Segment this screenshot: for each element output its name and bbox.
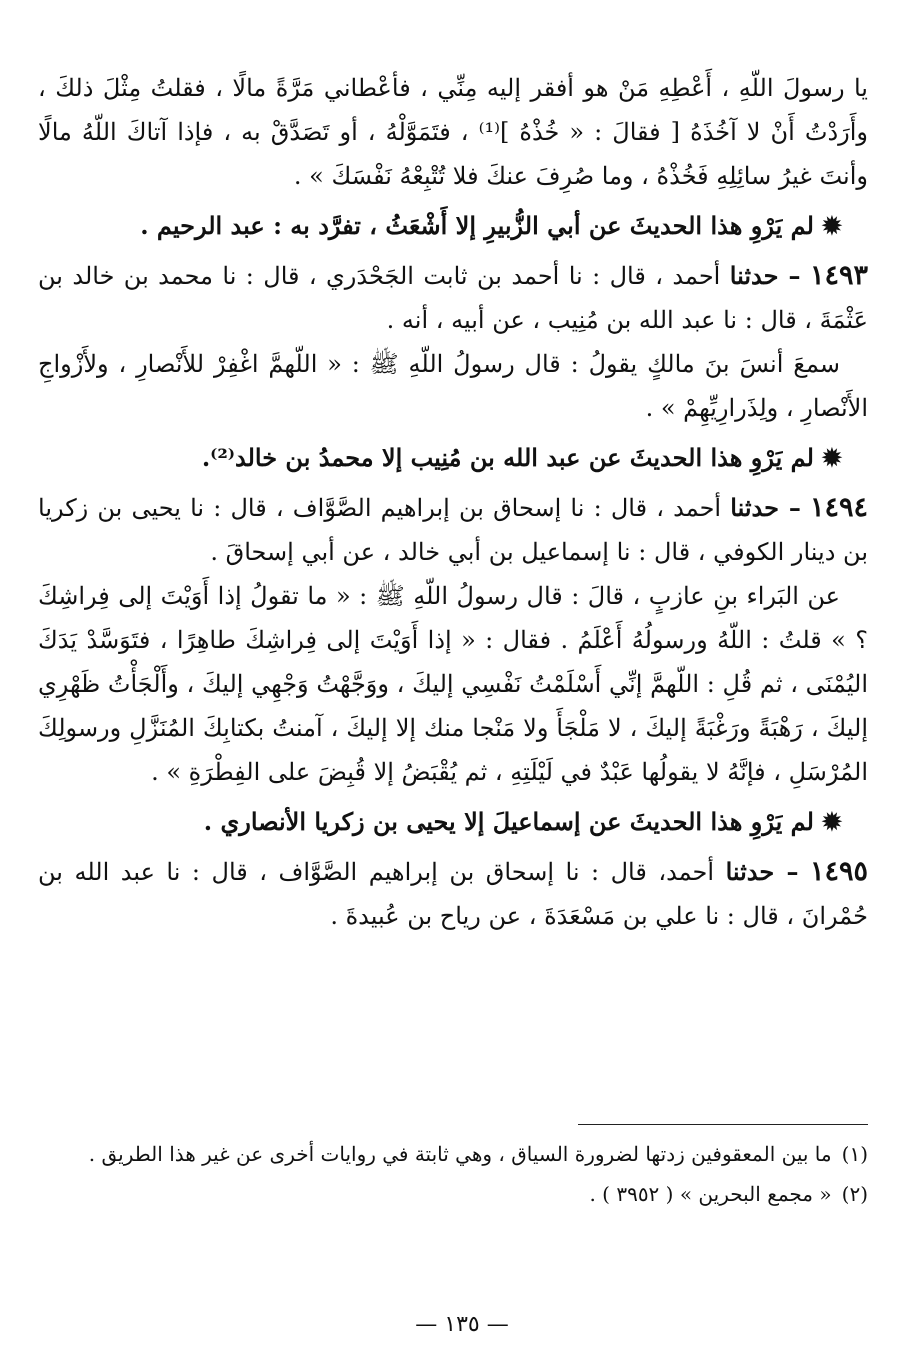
footnote-text: « مجمع البحرين » ( ٣٩٥٢ ) . <box>589 1182 832 1206</box>
narrator-note-2 <box>38 436 842 480</box>
footnote-marker: (١) <box>841 1142 868 1166</box>
hadith-1493-isnad <box>38 254 868 342</box>
hadith-1494-isnad <box>38 486 868 574</box>
isnad-text: أحمد ، قال : نا أحمد بن ثابت الجَحْدَري ، قال : نا محمد بن خالد بن عَثْمَةَ ، قال : نا عبد الله بن مُنِيب ، عن أبيه ، أنه . <box>38 262 868 334</box>
footnote-2 <box>38 1174 868 1214</box>
note-text: لم يَرْوِ هذا الحديثَ عن أبي الزُّبيرِ إلا أَشْعَثُ ، تفرَّد به : عبد الرحيم . <box>140 211 814 240</box>
hadith-1494-matn: عن البَراء بنِ عازبٍ ، قالَ : قال رسولُ اللّهِ ﷺ : « ما تقولُ إذا أَوَيْتَ إلى فِراشِكَ ؟ » قلتُ : اللّهُ ورسولُهُ أَعْلَمُ . فقال : « إذا أَوَيْتَ إلى فِراشِكَ طاهِرًا ، فتَوَسَّدْ يَدَكَ اليُمْنَى ، ثم قُلِ : اللّهمَّ إنِّي أَسْلَمْتُ نَفْسِي إليكَ ، ووَجَّهْتُ وَجْهِي إليكَ ، وأَلْجَأْتُ ظَهْرِي إليكَ ، رَهْبَةً ورَغْبَةً إليكَ ، لا مَلْجَأَ ولا مَنْجا منك إلا إليكَ ، آمنتُ بكتابِكَ المُنَزَّلِ ورسولِكَ المُرْسَلِ ، فإنَّهُ لا يقولُها عَبْدٌ في لَيْلَتِهِ ، ثم يُقْبَضُ إلا قُبِضَ على الفِطْرَةِ » . <box>38 582 868 786</box>
haddathana-keyword: – حدثنا <box>730 493 801 522</box>
star-icon: ✹ <box>821 211 842 240</box>
narrator-note-1 <box>38 204 842 248</box>
hadith-number: ١٤٩٤ <box>810 492 869 523</box>
footnote-text: ما بين المعقوفين زدتها لضرورة السياق ، وهي ثابتة في روايات أخرى عن غير هذا الطريق . <box>88 1142 832 1166</box>
note-text: لم يَرْوِ هذا الحديثَ عن عبد الله بن مُنِيب إلا محمدُ بن خالد⁽²⁾. <box>201 443 814 472</box>
page-number: — ١٣٥ — <box>415 1312 509 1337</box>
hadith-number: ١٤٩٥ <box>809 856 868 887</box>
hadith-1492-continuation: يا رسولَ اللّهِ ، أَعْطِهِ مَنْ هو أفقر إليه مِنِّي ، فأعْطاني مَرَّةً مالًا ، فقلتُ مِثْلَ ذلكَ ، وأَرَدْتُ أَنْ لا آخُذَهُ [ فقالَ : « خُذْهُ ]⁽¹⁾ ، فتَمَوَّلْهُ ، أو تَصَدَّقْ به ، فإذا آتاكَ اللّهُ مالًا وأنتَ غيرُ سائِلِهِ فَخُذْهُ ، وما صُرِفَ عنكَ فلا تُتْبِعْهُ نَفْسَكَ » . <box>38 74 868 190</box>
footnote-divider <box>578 1124 868 1125</box>
isnad-text: أحمد ، قال : نا إسحاق بن إبراهيم الصَّوَّاف ، قال : نا يحيى بن زكريا بن دينار الكوفي ، قال : نا إسماعيل بن أبي خالد ، عن أبي إسحاقَ . <box>38 494 868 566</box>
hadith-1495-isnad <box>38 850 868 938</box>
isnad-text: أحمد، قال : نا إسحاق بن إبراهيم الصَّوَّاف ، قال : نا عبد الله بن حُمْرانَ ، قال : نا علي بن مَسْعَدَةَ ، عن رياح بن عُبيدةَ . <box>38 858 868 930</box>
footnote-1 <box>38 1134 868 1174</box>
hadith-number: ١٤٩٣ <box>809 260 868 291</box>
footnote-marker: (٢) <box>841 1182 868 1206</box>
hadith-1493-matn: سمعَ أنسَ بنَ مالكٍ يقولُ : قال رسولُ اللّهِ ﷺ : « اللّهمَّ اغْفِرْ للأَنْصارِ ، ولأَزْواجِ الأَنْصارِ ، ولِذَرارِيِّهِمْ » . <box>38 350 868 422</box>
haddathana-keyword: – حدثنا <box>729 261 801 290</box>
star-icon: ✹ <box>821 807 842 836</box>
haddathana-keyword: – حدثنا <box>725 857 799 886</box>
star-icon: ✹ <box>821 443 842 472</box>
note-text: لم يَرْوِ هذا الحديثَ عن إسماعيلَ إلا يحيى بن زكريا الأنصاري . <box>203 807 814 836</box>
footnotes <box>38 1134 868 1214</box>
narrator-note-3 <box>38 800 842 844</box>
